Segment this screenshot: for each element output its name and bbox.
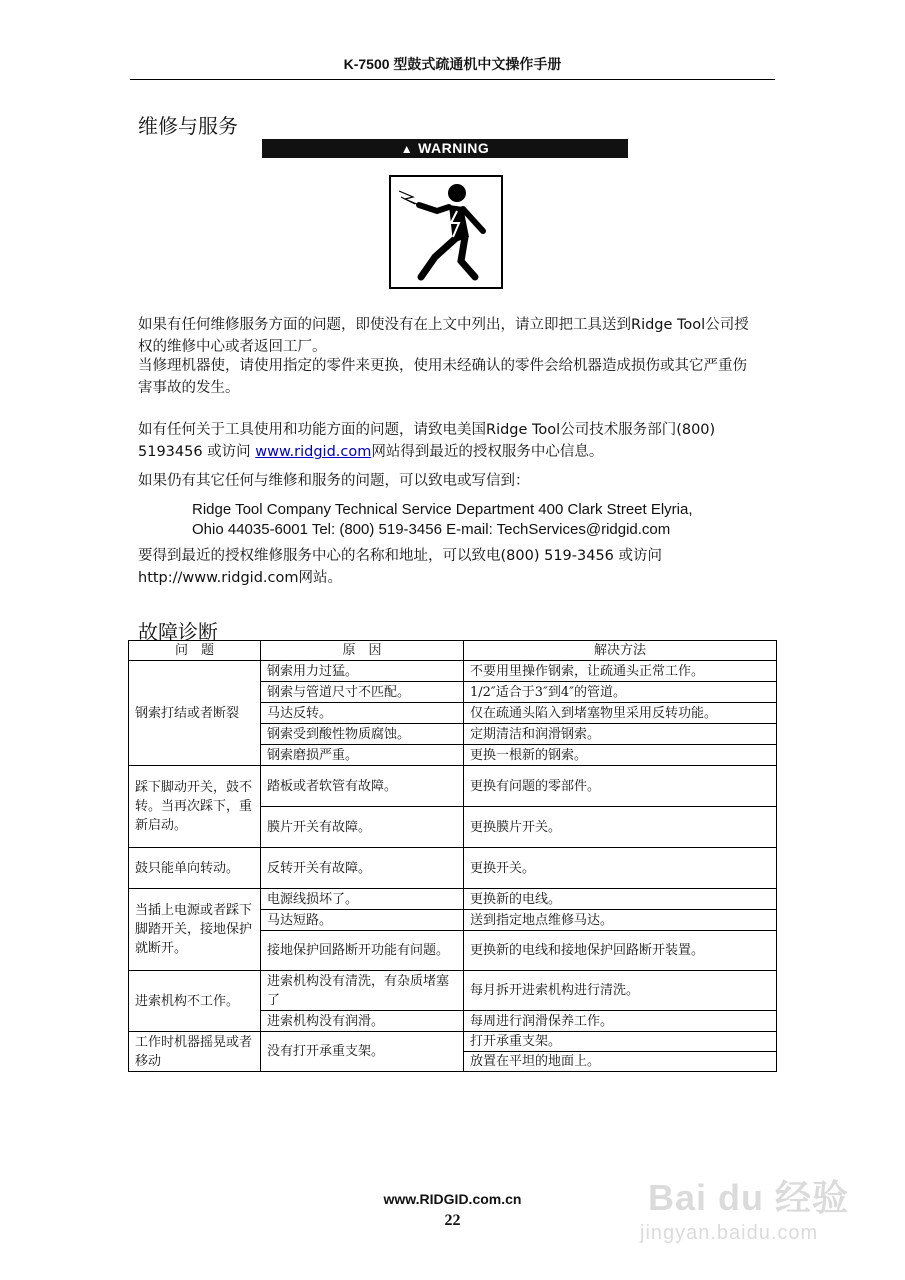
column-header-cause: 原 因 — [261, 641, 464, 661]
column-header-solution: 解决方法 — [464, 641, 777, 661]
column-header-problem: 问 题 — [129, 641, 261, 661]
cause-cell: 进索机构没有润滑。 — [261, 1011, 464, 1032]
service-paragraph-4: 如果仍有其它任何与维修和服务的问题，可以致电或写信到： — [138, 473, 530, 489]
cause-cell: 马达短路。 — [261, 910, 464, 931]
cause-cell: 钢索用力过猛。 — [261, 661, 464, 682]
solution-cell: 更换一根新的钢索。 — [464, 745, 777, 766]
address-line-1: Ridge Tool Company Technical Service Department 400 Clark Street Elyria, — [192, 501, 693, 518]
problem-cell: 进索机构不工作。 — [129, 971, 261, 1032]
electric-shock-icon — [389, 175, 503, 289]
warning-triangle-icon: ▲ — [400, 142, 414, 156]
troubleshooting-table — [128, 640, 777, 1072]
table-header-row — [129, 641, 777, 661]
footer-url: www.RIDGID.com.cn — [383, 1191, 522, 1207]
cause-cell: 没有打开承重支架。 — [261, 1032, 464, 1072]
solution-cell: 更换新的电线和接地保护回路断开装置。 — [464, 931, 777, 971]
page-header-title: K-7500 型鼓式疏通机中文操作手册 — [343, 56, 562, 72]
solution-cell: 定期清洁和润滑钢索。 — [464, 724, 777, 745]
cause-cell: 钢索与管道尺寸不匹配。 — [261, 682, 464, 703]
solution-cell: 更换新的电线。 — [464, 889, 777, 910]
solution-cell: 放置在平坦的地面上。 — [464, 1052, 777, 1072]
solution-cell: 更换膜片开关。 — [464, 807, 777, 848]
service-paragraph-3 — [138, 419, 758, 463]
cause-cell: 进索机构没有清洗，有杂质堵塞了 — [261, 971, 464, 1011]
solution-cell: 每周进行润滑保养工作。 — [464, 1011, 777, 1032]
solution-cell: 不要用里操作钢索，让疏通头正常工作。 — [464, 661, 777, 682]
cause-cell: 膜片开关有故障。 — [261, 807, 464, 848]
page-number: 22 — [444, 1212, 461, 1229]
cause-cell: 电源线损坏了。 — [261, 889, 464, 910]
solution-cell: 更换有问题的零部件。 — [464, 766, 777, 807]
solution-cell: 每月拆开进索机构进行清洗。 — [464, 971, 777, 1011]
paragraph-3-text: 如有任何关于工具使用和功能方面的问题，请致电美国Ridge Tool公司技术服务部门(800) 5193456 或访问 — [138, 422, 716, 460]
solution-cell: 1/2″适合于3″到4″的管道。 — [464, 682, 777, 703]
section-heading-service: 维修与服务 — [138, 114, 238, 138]
table-row — [129, 1032, 777, 1052]
header-divider — [130, 79, 775, 80]
problem-cell: 工作时机器摇晃或者移动 — [129, 1032, 261, 1072]
problem-cell: 当插上电源或者踩下脚踏开关，接地保护就断开。 — [129, 889, 261, 971]
watermark-brand: Bai du 经验 — [648, 1177, 850, 1218]
ridgid-link[interactable]: www.ridgid.com — [255, 444, 372, 460]
service-paragraph-2: 当修理机器使，请使用指定的零件来更换，使用未经确认的零件会给机器造成损伤或其它严重伤害事故的发生。 — [138, 358, 747, 396]
contact-address — [192, 500, 782, 540]
cause-cell: 接地保护回路断开功能有问题。 — [261, 931, 464, 971]
service-paragraph-1: 如果有任何维修服务方面的问题，即使没有在上文中列出，请立即把工具送到Ridge Tool公司授权的维修中心或者返回工厂。 — [138, 317, 749, 355]
address-line-2: Ohio 44035-6001 Tel: (800) 519-3456 E-mail: TechServices@ridgid.com — [192, 521, 671, 538]
paragraph-3-text-end: 网站得到最近的授权服务中心信息。 — [371, 444, 604, 460]
watermark-url: jingyan.baidu.com — [640, 1222, 819, 1244]
problem-cell: 鼓只能单向转动。 — [129, 848, 261, 889]
problem-cell: 踩下脚动开关，鼓不转。当再次踩下，重新启动。 — [129, 766, 261, 848]
warning-label: WARNING — [418, 140, 490, 156]
problem-cell: 钢索打结或者断裂 — [129, 661, 261, 766]
solution-cell: 更换开关。 — [464, 848, 777, 889]
warning-banner — [262, 139, 628, 158]
solution-cell: 打开承重支架。 — [464, 1032, 777, 1052]
table-row — [129, 661, 777, 682]
table-row — [129, 971, 777, 1011]
cause-cell: 踏板或者软管有故障。 — [261, 766, 464, 807]
cause-cell: 反转开关有故障。 — [261, 848, 464, 889]
solution-cell: 仅在疏通头陷入到堵塞物里采用反转功能。 — [464, 703, 777, 724]
table-row — [129, 889, 777, 910]
table-row — [129, 848, 777, 889]
cause-cell: 钢索受到酸性物质腐蚀。 — [261, 724, 464, 745]
service-paragraph-5: 要得到最近的授权维修服务中心的名称和地址，可以致电(800) 519-3456 或访问 http://www.ridgid.com网站。 — [138, 548, 663, 586]
solution-cell: 送到指定地点维修马达。 — [464, 910, 777, 931]
baidu-watermark — [640, 1150, 880, 1270]
cause-cell: 钢索磨损严重。 — [261, 745, 464, 766]
table-row — [129, 766, 777, 807]
section-heading-diagnosis: 故障诊断 — [138, 620, 218, 644]
cause-cell: 马达反转。 — [261, 703, 464, 724]
